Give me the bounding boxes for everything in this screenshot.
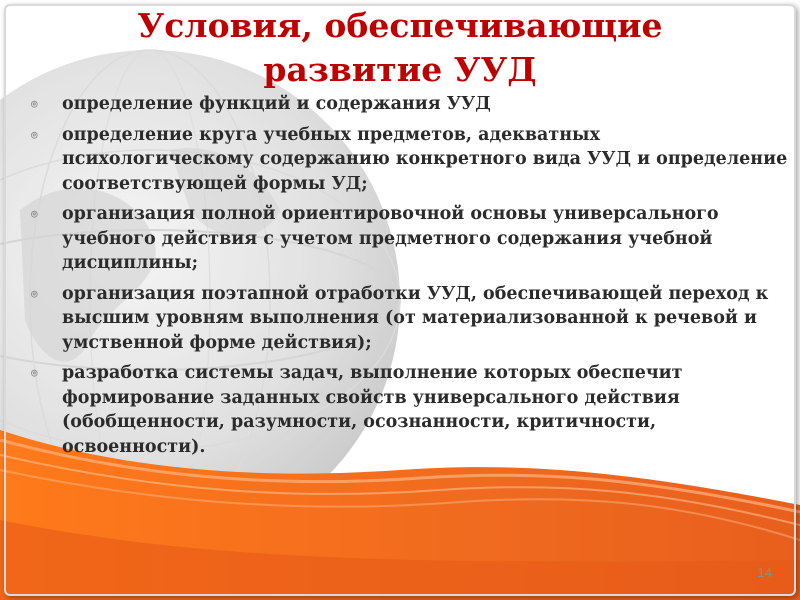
- bullet-text: разработка системы задач, выполнение которых обеспечит формирование заданных свойств универсального действия (обобщенности, разумности, осознанности, критичности, освоенности).: [62, 363, 683, 457]
- bullet-text: организация поэтапной отработки УУД, обеспечивающей переход к высшим уровням выполнения (от материализованной к речевой и умственной форме действия);: [62, 283, 769, 353]
- bullet-item: [28, 123, 790, 197]
- ring-bullet-icon: ⌾: [31, 128, 38, 142]
- bullet-item: [28, 92, 790, 117]
- ring-bullet-icon: ⌾: [31, 98, 38, 111]
- bullet-item: [28, 202, 790, 276]
- title-line-2: развитие УУД: [263, 50, 537, 89]
- ring-bullet-icon: ⌾: [31, 367, 38, 380]
- slide-title: [100, 4, 700, 92]
- bullet-text: определение функций и содержания УУД: [62, 94, 491, 114]
- bullet-item: [28, 361, 790, 459]
- bullet-item: [28, 282, 790, 356]
- bullet-list: [28, 92, 790, 465]
- title-line-1: Условия, обеспечивающие: [137, 6, 663, 45]
- bullet-text: определение круга учебных предметов, адекватных психологическому содержанию конкретного вида УУД и определение соответствующей формы УД;: [62, 124, 788, 194]
- bullet-text: организация полной ориентировочной основы универсального учебного действия с учетом предметного содержания учебной дисциплины;: [62, 204, 719, 273]
- ring-bullet-icon: ⌾: [31, 287, 38, 301]
- page-number: 14: [757, 565, 772, 580]
- ring-bullet-icon: ⌾: [31, 208, 38, 221]
